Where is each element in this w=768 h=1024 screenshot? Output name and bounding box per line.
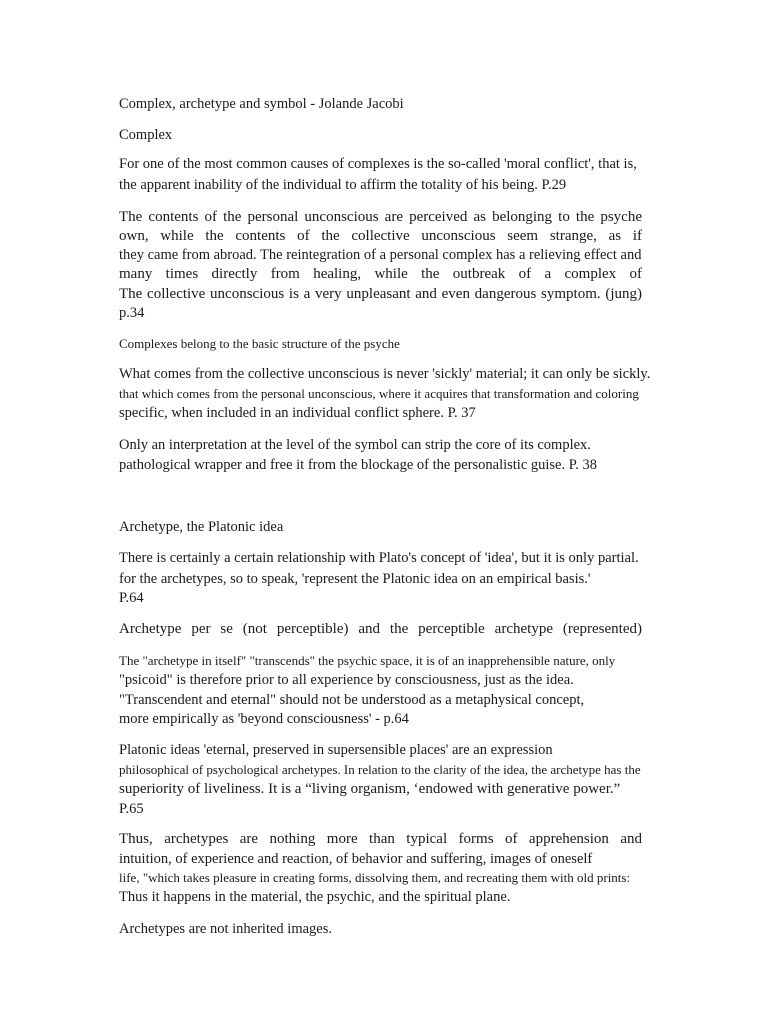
text-line: For one of the most common causes of complexes is the so-called 'moral conflict', that is, [119, 156, 637, 172]
text-line: "Transcendent and eternal" should not be understood as a metaphysical concept, [119, 692, 585, 708]
text-line: life, "which takes pleasure in creating forms, dissolving them, and recreating them with old prints: [119, 870, 631, 885]
text-line: for the archetypes, so to speak, 'represent the Platonic idea on an empirical basis.' [119, 571, 591, 587]
text-line: The "archetype in itself" "transcends" the psychic space, it is of an inapprehensible nature, only [119, 653, 616, 668]
text-line: There is certainly a certain relationship with Plato's concept of 'idea', but it is only partial. [119, 550, 639, 566]
section-heading: Archetype per se (not perceptible) and the perceptible archetype (represented) [119, 621, 642, 637]
text-line: "psicoid" is therefore prior to all experience by consciousness, just as the idea. [119, 672, 574, 688]
text-line: The contents of the personal unconscious are perceived as belonging to the psyche [119, 209, 642, 225]
text-line: more empirically as 'beyond consciousness' - p.64 [119, 711, 409, 727]
text-line: intuition, of experience and reaction, of behavior and suffering, images of oneself [119, 851, 593, 867]
text-line: many times directly from healing, while the outbreak of a complex of [119, 266, 642, 282]
section-heading-complex: Complex [119, 127, 173, 143]
text-line: they came from abroad. The reintegration of a personal complex has a relieving effect and [119, 247, 642, 263]
text-line: P.65 [119, 801, 144, 817]
text-line: Only an interpretation at the level of the symbol can strip the core of its complex. [119, 437, 591, 453]
section-heading-archetype: Archetype, the Platonic idea [119, 519, 284, 535]
text-line: The collective unconscious is a very unpleasant and even dangerous symptom. (jung) [119, 286, 642, 302]
text-line: philosophical of psychological archetypes. In relation to the clarity of the idea, the archetype has the [119, 762, 641, 777]
text-line: specific, when included in an individual conflict sphere. P. 37 [119, 405, 476, 421]
text-line: p.34 [119, 305, 145, 321]
text-line: superiority of liveliness. It is a “living organism, ‘endowed with generative power.” [119, 781, 621, 797]
text-line: the apparent inability of the individual to affirm the totality of his being. P.29 [119, 177, 567, 193]
text-line: pathological wrapper and free it from the blockage of the personalistic guise. P. 38 [119, 457, 597, 473]
document-title: Complex, archetype and symbol - Jolande Jacobi [119, 96, 404, 112]
text-line: Thus, archetypes are nothing more than typical forms of apprehension and [119, 831, 642, 847]
text-line: Archetypes are not inherited images. [119, 921, 332, 937]
text-line: Platonic ideas 'eternal, preserved in supersensible places' are an expression [119, 742, 553, 758]
section-heading: Complexes belong to the basic structure of the psyche [119, 336, 400, 351]
text-line: Thus it happens in the material, the psychic, and the spiritual plane. [119, 889, 511, 905]
text-line: that which comes from the personal unconscious, where it acquires that transformation and coloring [119, 386, 639, 401]
text-line: What comes from the collective unconscious is never 'sickly' material; it can only be sickly. [119, 366, 651, 382]
text-line: own, while the contents of the collective unconscious seem strange, as if [119, 228, 642, 244]
text-line: P.64 [119, 590, 144, 606]
